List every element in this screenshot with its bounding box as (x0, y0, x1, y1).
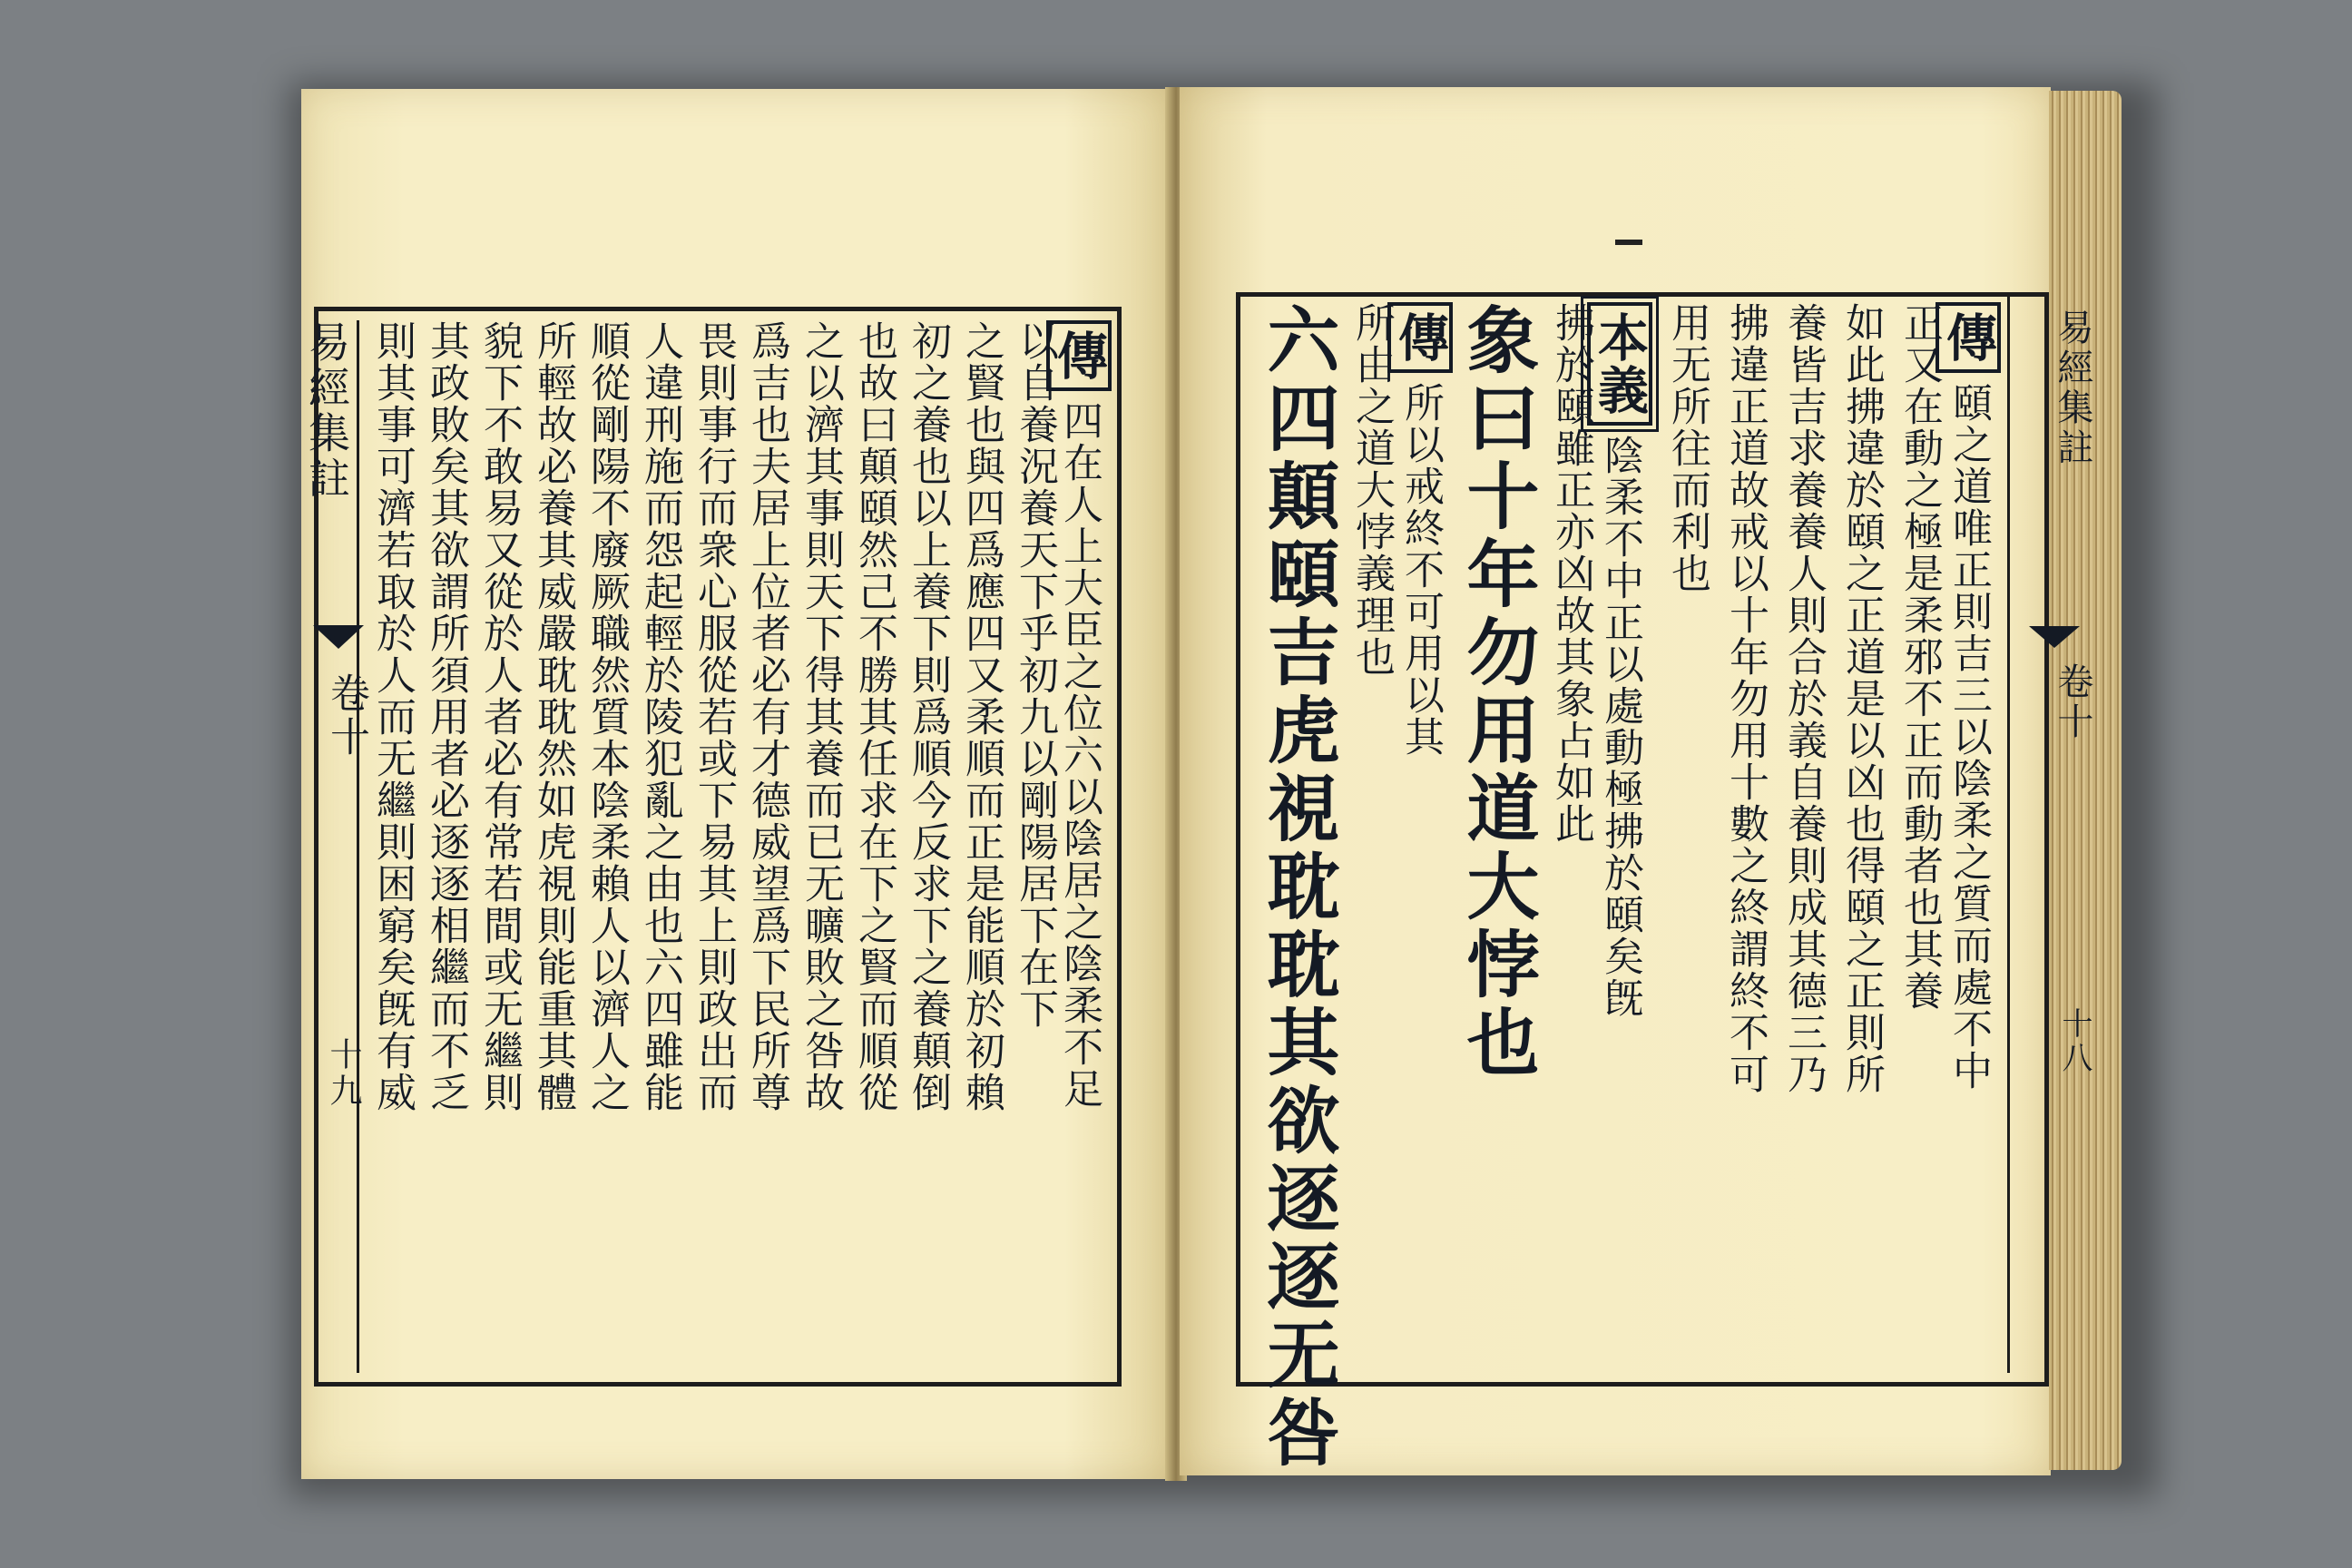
commentary-marker: 本義 (1587, 302, 1652, 426)
commentary-column (523, 320, 576, 1113)
column-text: 貌下不敢易又從於人者必有常若間或无繼則 (476, 320, 523, 1113)
column-text: 陰柔不中正以處動極拂於頤矣旣 (1597, 435, 1643, 1019)
right-center-volume: 卷十 (2052, 662, 2093, 742)
commentary-column (790, 320, 844, 1113)
column-text: 用无所往而利也 (1664, 302, 1710, 594)
column-text: 之賢也與四爲應四又柔順而正是能順於初賴 (958, 320, 1004, 1113)
column-text: 拂違正道故戒以十年勿用十數之終謂終不可 (1722, 302, 1769, 1095)
column-text: 象曰十年勿用道大悖也 (1455, 302, 1540, 1083)
commentary-column (1710, 302, 1769, 1095)
commentary-column (1652, 302, 1710, 594)
right-center-column (2007, 297, 2048, 1373)
column-text: 六四顛頤吉虎視耽耽其欲逐逐无咎 (1255, 302, 1340, 1473)
commentary-column (897, 320, 951, 1113)
main-text-column (1453, 302, 1540, 1083)
column-text: 其政敗矣其欲謂所須用者必逐逐相繼而不乏 (423, 320, 469, 1113)
column-text: 人違刑施而怨起輕於陵犯亂之由也六四雖能 (637, 320, 683, 1113)
commentary-column (469, 320, 523, 1113)
left-center-column (302, 320, 359, 1373)
column-text: 則其事可濟若取於人而无繼則困窮矣旣有威 (369, 320, 416, 1113)
commentary-column (1004, 320, 1058, 1030)
column-text: 頤之道唯正則吉三以陰柔之質而處不中 (1945, 382, 1992, 1092)
column-text: 所由之道大悖義理也 (1348, 302, 1395, 678)
commentary-column (576, 320, 630, 1113)
column-text: 順從剛陽不廢厥職然質本陰柔賴人以濟人之 (583, 320, 630, 1113)
commentary-marker: 傳 (1936, 302, 2001, 373)
left-center-volume: 卷十 (323, 672, 369, 760)
column-text: 之以濟其事則天下得其養而已无曠敗之咎故 (798, 320, 844, 1113)
column-text: 養皆吉求養養人則合於義自養則成其德三乃 (1780, 302, 1827, 1095)
left-text-frame (302, 307, 1122, 1387)
right-columns (1248, 302, 2001, 1473)
left-center-folio: 十九 (325, 1037, 362, 1110)
commentary-column (416, 320, 469, 1113)
commentary-marker: 傳 (1046, 320, 1112, 391)
commentary-column (1885, 302, 1943, 1012)
column-text: 所輕故必養其威嚴耽耽然如虎視則能重其體 (530, 320, 576, 1113)
column-text: 如此拂違於頤之正道是以凶也得頤之正則所 (1838, 302, 1885, 1095)
commentary-column (1390, 302, 1453, 758)
commentary-column (1827, 302, 1885, 1095)
main-text-column (1253, 302, 1340, 1473)
commentary-column (683, 320, 737, 1113)
fore-edge (2049, 91, 2122, 1470)
commentary-column (844, 320, 897, 1113)
commentary-column (1337, 302, 1395, 678)
left-center-title: 易經集註 (302, 320, 351, 502)
right-text-frame (1236, 292, 2049, 1473)
column-text: 也故曰顛頤然己不勝其任求在下之賢而順從 (851, 320, 897, 1113)
column-text: 初之養也以上養下則爲順今反求下之養顛倒 (905, 320, 951, 1113)
right-center-title: 易經集註 (2052, 309, 2093, 468)
page-top-mark (1615, 240, 1642, 245)
commentary-column (362, 320, 416, 1113)
column-text: 以自養況養天下乎初九以剛陽居下在下 (1012, 320, 1058, 1030)
commentary-column (1536, 302, 1594, 845)
commentary-column (951, 320, 1004, 1113)
column-text: 所以戒終不可用以其 (1397, 382, 1444, 758)
commentary-column (1769, 302, 1827, 1095)
commentary-column (630, 320, 683, 1113)
right-center-folio: 十八 (2056, 1007, 2092, 1076)
commentary-column (1590, 302, 1652, 1019)
commentary-column (737, 320, 790, 1113)
column-text: 拂於頤雖正亦凶故其象占如此 (1548, 302, 1594, 845)
left-columns (362, 320, 1112, 1373)
column-text: 四在人上大臣之位六以陰居之陰柔不足 (1056, 400, 1102, 1110)
right-fish-tail-icon (2029, 626, 2080, 648)
column-text: 畏則事行而衆心服從若或下易其上則政出而 (691, 320, 737, 1113)
left-fish-tail-icon (313, 625, 364, 649)
commentary-column (1938, 302, 2001, 1092)
commentary-marker: 傳 (1387, 302, 1453, 373)
column-text: 正又在動之極是柔邪不正而動者也其養 (1896, 302, 1943, 1012)
column-text: 爲吉也夫居上位者必有才德威望爲下民所尊 (744, 320, 790, 1113)
commentary-column (1049, 320, 1112, 1110)
